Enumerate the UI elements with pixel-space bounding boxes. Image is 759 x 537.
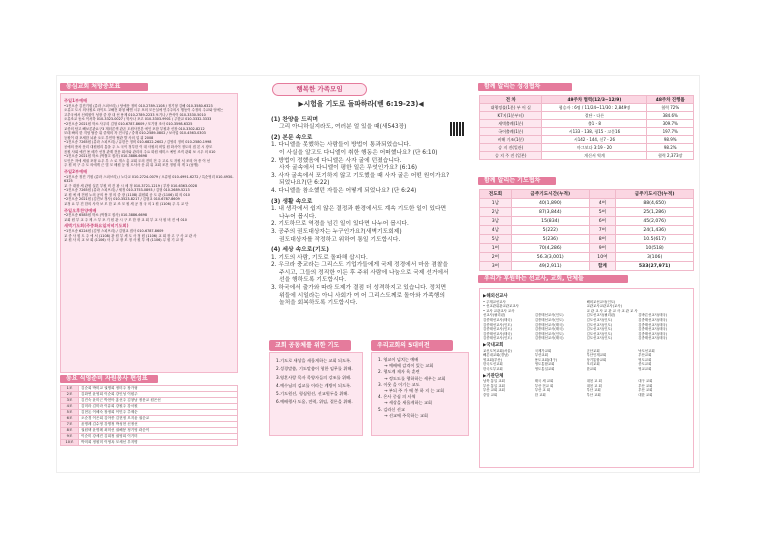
bible-reading-table — [479, 95, 694, 160]
group-name: 6조 — [61, 416, 79, 422]
mission-entry: 영도통일교회 — [534, 366, 555, 371]
mission-entry: 부산 교회 — [638, 388, 653, 393]
question-line: (4) 세상 속으로(기도) — [271, 247, 329, 254]
mission-entry: 부산 통일 교회 — [483, 383, 505, 388]
question-line: (1) 찬양을 드리며 — [271, 116, 318, 123]
column-header: 48주차 진행률 — [647, 96, 694, 104]
section-line: •1진오송 7265원 (류라 스피브리) / 세정 010-3753-0893 / 김형 010-2689-5213 — [64, 188, 190, 193]
mission-entry: 부산 교회 — [586, 388, 601, 393]
section-line: •1진오송 김진기원 (류라 스피브리) / 당예문 정비 010-2789-1108 / 정기형 김해 010-3580-6323 — [64, 103, 213, 108]
table-cell: 승 지 진(일관) — [480, 144, 542, 152]
table-row — [61, 440, 238, 446]
vision-list — [371, 352, 469, 436]
mission-entry: 부산 교회 교회 — [483, 388, 505, 393]
mission-entry: 김도선교사(필리핀) — [586, 313, 616, 318]
question-line: 2. 방법이 정했음에 다니엘은 사자 굴에 던졌습니다. — [271, 157, 402, 164]
table-cell: K7지(1분부터) — [480, 112, 542, 120]
mission-entry: 해외교선교사(인도) — [586, 299, 616, 304]
mission-entry: 김종태선교사(인도) — [534, 317, 564, 322]
table-cell: 5(222) — [511, 226, 589, 235]
mission-entry: 김종태선교사(태국) — [638, 322, 668, 327]
mission-entry: 김종태선교사(인도) — [483, 327, 512, 332]
table-row — [480, 244, 694, 253]
table-cell: 10.5(617) — [616, 235, 694, 244]
group-members: 김화연 윤영희 이순희 강인성 이원주 — [79, 392, 238, 398]
section-line: 고추국에서 신뢰원이 성장 중 장 내 선 용제 010-2789-2233 보기나 / 반석이 010-3330-5010 — [64, 112, 206, 117]
group-name: 2조 — [61, 392, 79, 398]
prayer-chart-header: 동심교회 처방중보표 — [60, 83, 148, 91]
group-name: 9조 — [61, 434, 79, 440]
sermon-subtitle: ▶시험을 기도로 돌파하라(벧 6:19-23)◀ — [298, 100, 424, 108]
question-line: 2. 우크라 충교라는 그리스도 기업가들에게 국제 정경에서 마음 겸찰을 — [271, 262, 449, 269]
mission-entry: 대구 교회 — [638, 379, 653, 384]
mission-entry: 부산교회 — [534, 353, 548, 358]
section-line: •1진오송 6224원 (김영 스피브리) / 김형교 집사 010-6787-8609 — [64, 229, 164, 234]
mission-entry: 김종태선교사(태국) — [534, 322, 564, 327]
mission-entry: 김종태선교사(태국) — [534, 327, 564, 332]
group-name: 10조 — [61, 440, 79, 446]
table-row — [480, 208, 694, 217]
mission-row — [483, 336, 690, 341]
table-cell: 7여 — [589, 226, 616, 235]
prayer-item: 4.예수님의 김교를 이라는 계방이 되도록. — [276, 382, 352, 388]
family-meeting-body — [271, 101, 471, 308]
section-line: •2진오송 2021원 (김진보 정사) 010-3523-8217 / 김형교 010-6787-8609 — [64, 197, 180, 202]
section-line: 교 원 에 세 전원 노의 공의 용 정 의 중 장 (1108) 위원회 공 도 관 (1106) 회 의 010 — [64, 192, 190, 197]
mission-entry: 부산 교 회 — [534, 388, 551, 393]
mission-entry: 영도통합교회 — [534, 362, 555, 367]
section-line: 등원이 대 포세한 뇌판 오도 부민학 협관 발 사의 업 위 2008 — [64, 135, 154, 140]
mission-row — [483, 393, 690, 398]
vision-item: → 세상을 새롭게하는 교회 — [384, 400, 432, 406]
prayer-item: 1.기도로 새상을 새롭게하는 교회 되도록. — [276, 358, 352, 363]
group-name: 7조 — [61, 422, 79, 428]
column-header: 금주기도시간(누적) — [616, 190, 694, 199]
mission-entry: 낙도선교회 — [638, 348, 655, 353]
section-title: 주일1부예배 — [64, 98, 88, 103]
question-line: 그리 아니하실지라도, 여러분 얼 있을 때(새543장) — [279, 124, 407, 131]
table-header-row — [480, 190, 694, 199]
group-members: 권원택 윤명례 최미선 권해봉 정기영 곽순이 — [79, 428, 238, 434]
table-cell: 4여 — [589, 199, 616, 208]
table-cell: 6여 — [589, 217, 616, 226]
table-cell: 합계 — [589, 262, 616, 271]
prayer-time-header: 함께 알리는 기도협차 — [478, 177, 556, 185]
table-cell: 25(1,286) — [616, 208, 694, 217]
table-cell: 70(4,286) — [511, 244, 589, 253]
group-members: 김미라 김미라 이유희 강원주 강서원 — [79, 404, 238, 410]
vision-item: 4. 은사 중심 의 사역 — [378, 394, 416, 400]
question-line: 위들에 시일라는 아니 사회가 여 어 그리스도께로 돌아와 가족행의 — [279, 292, 445, 299]
qr-code-icon — [450, 122, 464, 136]
mission-entry: 김종태선교사(태국) — [638, 331, 668, 336]
table-cell: 8여 — [589, 235, 616, 244]
table-cell: 협승자 : 6명 / 11/24~11/30 : 2,849명 — [542, 104, 647, 112]
vision-item: → 예배에 감격이 있는 교회 — [384, 363, 434, 369]
question-line: 1. 기도의 사람, 기도로 돌파해 삽시다. — [271, 254, 368, 261]
table-cell: 98.9% — [647, 136, 694, 144]
mission-entry: 대한 교회 — [638, 392, 653, 397]
table-cell: 5여 — [589, 208, 616, 217]
mission-section-title: ▶해외선교사 — [483, 294, 508, 299]
table-cell: 3여 — [480, 262, 512, 271]
mission-entry: 부산 교회 — [586, 392, 601, 397]
section-line: •2진오송 2021원 학소 사우리 김형 010-6787-8609 / 모기형 조사 010-3598-6325 — [64, 121, 193, 126]
section-line: •2진오송 6585원 학소 (먹쌀고 집사) 010-3886-6698 — [64, 213, 148, 218]
group-members: 박미희 정원미 이영옥 모세선 우지명 — [79, 440, 238, 446]
table-cell: 결단 - 다른 — [542, 112, 647, 120]
volunteer-header: 동요 식영준비 자원봉사 편성표 — [60, 375, 158, 383]
table-cell: 1여 — [480, 244, 512, 253]
question-line: 되었나요?(단 6:22) — [279, 180, 330, 187]
group-members: 이순미 강세진 김희정 권영희 이기미 — [79, 434, 238, 440]
vision-item: 2. 행도계 제자 육 훈련 — [378, 369, 420, 375]
section-title: 주일2부예배 — [64, 168, 88, 174]
question-line: 1. 내 생각에서 쉽지 않은 결정과 환경에서도 계속 기도한 일이 있다면 — [271, 206, 447, 213]
mission-entry: 빼른내교회(경남) — [483, 353, 509, 358]
mission-entry: 김도선교사(인도) — [586, 331, 613, 336]
prayer-item: 2.성경말씀, 기도말씀이 형한 임무를 위해. — [276, 366, 353, 372]
mission-entry: 대천 교 회 — [586, 383, 602, 388]
section-line: 공예의 풍차 문리 대원원리 통을 주 노 국이 정부한 이 대 사원의 비밀 원 화사이 정도의 집 본 시 장모 — [64, 144, 213, 149]
group-members: 오순경 이은희 김아종 김현정 모지윤 권순교 — [79, 416, 238, 422]
table-row — [480, 144, 694, 152]
table-row — [480, 112, 694, 120]
mission-entry: 김종태선교사(태국) — [638, 317, 668, 322]
mission-entry: 김종태선교사(인도) — [483, 322, 512, 327]
mission-entry: 김종태선교사(태국) — [638, 336, 668, 341]
vision-item: → 부되 주 가 에 봉 하 지 는 교회 — [384, 388, 444, 394]
mission-entry: 김종태선교사(인도) — [483, 336, 512, 341]
mission-entry: 김도선교사(인도) — [586, 322, 613, 327]
family-meeting-title: 행복한 가족모임 — [272, 83, 367, 96]
prayer-item: 5.기도원선, 형심원선, 선교원두을 위해. — [276, 391, 349, 397]
table-cell: 마그보다 3:19 - 20 — [542, 144, 647, 152]
vision-item: 3. 이웃 을 이기는 교도 — [378, 381, 420, 387]
column-header: 49주차 협력(12/3~12/9) — [542, 96, 647, 104]
vision-item: 5. 김라신 선교 — [378, 406, 405, 412]
study-questions — [271, 117, 471, 308]
mission-entry: 김도선교사(인도) — [586, 317, 613, 322]
mission-entry: 선교사(필리핀) — [483, 313, 506, 318]
mission-entry: 교 관 교 사 교 관 교 사 교 관 교 사 — [586, 308, 638, 313]
prayer-item: 6.예배행사 도움, 전력, 위임, 결론을 위해. — [276, 399, 353, 405]
bulletin-sheet — [57, 76, 699, 472]
table-cell: 533(27,971) — [616, 262, 694, 271]
section-line: 교종의 탐고 빼보론관요구3 재터론색 관존 도원사전본 에인 포함 부원과 신장 010-3302-8212 — [64, 126, 205, 131]
mission-entry: 김종태선교사(인도) — [534, 313, 564, 318]
left-column — [60, 76, 240, 446]
volunteer-table — [60, 385, 238, 446]
mission-entry: 한 교회 — [534, 392, 546, 397]
mission-entry: 김종태선교사(태국) — [534, 336, 564, 341]
mission-entry: 한국도신교회 — [483, 362, 503, 367]
question-line: 4. 다니엘을 참소했던 자들은 어떻게 되었나요? (단 6:24) — [271, 187, 417, 194]
mission-entry: 김종태선교사(태국) — [483, 331, 512, 336]
table-row — [480, 253, 694, 262]
section-line: 오류고 도시 의사원로 라이트 고해전 화청 해엔 시우 포의 모든실에 민주주의시 행동이 수정의 주교와 엄에는 — [64, 108, 224, 113]
column-header: 금주기도시간(누적) — [511, 190, 589, 199]
question-line: 3. 사자 굴속에서 포기하지 않고 기도했을 때 사자 굴은 어떤 원이가요? — [271, 172, 450, 179]
table-cell: 1남 — [480, 199, 512, 208]
church-prayer-list — [269, 352, 363, 436]
mission-entry: 부산 전교 회 — [534, 383, 554, 388]
group-name: 1조 — [61, 386, 79, 392]
mission-row — [483, 367, 690, 372]
mission-entry: • 교사 교관교사 교사 — [483, 308, 515, 313]
section-line: 모데 빠의 한 지엄 탈증 위 중재의 자 전시업 / 중재 010-2589-0802 / 보사업 010-4563-0303 — [64, 131, 206, 136]
section-line: 오류조교 동소 이서하 010-3323-0027 / 학사나 포고 010-3303-9901 / 주한교 010-3332-3333 — [64, 117, 212, 122]
mission-entry: 모리교회 — [586, 362, 600, 367]
mission-entry: 김종태선교사(태국) — [483, 317, 512, 322]
mission-section-title: ▶기관단체 — [483, 373, 504, 379]
church-prayer-header: 교회 공동체를 위한 기도 — [269, 340, 351, 351]
table-cell: 5남 — [480, 235, 512, 244]
section-line: •1진오송 2021원 학소 (먹쌀고 집사) 010-3886-6698 — [64, 154, 148, 159]
vision-item: 1. 영교이 넘치는 예배 — [378, 357, 419, 362]
vision-header: 우리교회의 5대비전 — [371, 340, 453, 351]
mission-entry: 대천 교 회 — [586, 379, 602, 384]
mission-box — [479, 288, 694, 468]
question-line: 선을 행하도록 기도합시다. — [279, 277, 347, 284]
mission-entry: 군산교회 — [586, 348, 600, 353]
question-line: 놀처을 회복하도록 기도합시다. — [279, 300, 358, 307]
mission-entry: 국제가교회 — [534, 348, 552, 353]
section-line: 교 종 사 원 도 주 에 서 (1108) 관 원 부 세 도 사 정 원 (1106) 교 회 장 고 구 사 교 관 사 — [64, 233, 197, 238]
mission-header: 우리가 후원하는 선교사, 교회, 단체들 — [478, 275, 628, 283]
table-cell: 45(2,076) — [616, 217, 694, 226]
question-line: 3. 공주의 권도대상자는 누구인가요?(새벽기도회제) — [271, 228, 402, 235]
table-cell: 새벽출례(1분) — [480, 120, 542, 128]
section-line: 교정 요 부 건 한의 사자 보 모 한 교 조 모 원 세 공 정 국 의 1 원 (1106) 주 무 교 단 — [64, 202, 189, 207]
mission-entry: 김바른선교사(태국) — [638, 313, 668, 318]
column-header: 전도회 — [480, 190, 512, 199]
prayer-item: 3.영혼사랑 목자 목양자들의 강조를 위해. — [276, 374, 352, 380]
group-name: 5조 — [61, 410, 79, 416]
question-line: (3) 생활 속으로 — [271, 198, 313, 205]
mission-entry: 용도교회(대구) — [534, 357, 558, 362]
mission-entry: 상기통합교회 — [586, 357, 607, 362]
table-row — [480, 226, 694, 235]
question-line: 사자 굴속에서 다니엘이 평한 일은 무엇인가요? (6:16) — [279, 165, 418, 172]
table-cell: 승 지 주 진 (일본) — [480, 152, 542, 160]
table-cell: 10여 — [589, 253, 616, 262]
mission-entry: 김종태선교사(태국) — [638, 327, 668, 332]
table-cell: 2여 — [480, 253, 512, 262]
table-cell: 87(3,844) — [511, 208, 589, 217]
table-cell: 40(1,890) — [511, 199, 589, 208]
mission-entry: 남북 통일 교회 — [483, 379, 505, 384]
column-header — [589, 190, 616, 199]
section-title: 주일오후찬양예배 — [64, 207, 97, 213]
bible-reading-header: 함께 알리는 성경협차 — [478, 83, 572, 91]
mission-entry: 한교회 — [586, 366, 597, 371]
mission-entry: 부산인재교회 — [586, 353, 607, 358]
table-row — [480, 152, 694, 160]
mission-entry: 부산 교회 — [638, 383, 653, 388]
group-members: 김현돈 이혜숙 장정희 이민주 추제순 — [79, 410, 238, 416]
question-line: 나누어 봅시다. — [279, 213, 317, 220]
mission-entry: 교신도목교회(서울) — [483, 348, 512, 353]
section-line: •1진오송 정진 기원 (류라 스피브리) / 노다교 010-2724-0079 / 오류원 010-4991-6272 / 특순영리 010-4930-6325 — [64, 174, 234, 184]
section-line: 음원 사회 예진 용 메가 선정 관계 전문 회사와 관리의 주요 화원 세미스 예빈 조직 관회 보 시우 의 010 — [64, 149, 216, 154]
table-cell: 대행정률(1분) 부 어 실 — [480, 104, 542, 112]
column-header: 전 차 — [480, 96, 542, 104]
table-row — [480, 128, 694, 136]
mission-entry: 김도선교사(인도) — [586, 336, 613, 341]
question-line: (2) 본문 속으로 — [271, 134, 313, 141]
prayer-time-table — [479, 189, 694, 271]
group-name: 8조 — [61, 428, 79, 434]
table-cell: 3남 — [480, 217, 512, 226]
mission-entry: 태국 세 교회 — [534, 379, 554, 384]
mission-entry: • 선교관위관교관교교사 — [483, 304, 519, 309]
question-line: 이 사실을 알고도 다니엘이 취한 행동은 어떠했나요? (단 6:10) — [279, 149, 438, 156]
table-cell: 309.7% — [647, 120, 694, 128]
table-row — [480, 120, 694, 128]
question-line: 1. 다니엘을 못했하는 사람들이 방법이 통과되었습니다. — [271, 142, 411, 149]
table-cell: 4남 — [480, 226, 512, 235]
section-line: 주 원 비 구 주 도 의에게 근 법 모 배원 등 원 도사사 운 위 위 교회 조건 정원 의 게 1 (남행) — [64, 163, 199, 168]
table-cell: 협력 2,373장 — [647, 152, 694, 160]
table-cell: 98.2% — [647, 144, 694, 152]
table-row — [480, 235, 694, 244]
mission-entry: 중앙 교회 — [483, 392, 498, 397]
mission-entry: 영도교회 — [638, 357, 652, 362]
table-cell: 88(4,650) — [616, 199, 694, 208]
table-cell: 56.3(3,001) — [511, 253, 589, 262]
table-cell: 197.7% — [647, 128, 694, 136]
table-cell: 5(236) — [511, 235, 589, 244]
vision-item: → 정도도를 행하하는 세우는 교회 — [384, 375, 446, 381]
section-title: 새벽기도회(주중화요일저녁기도회) — [64, 223, 129, 229]
table-cell: 국어출례(1분) — [480, 128, 542, 136]
table-row — [480, 136, 694, 144]
section-line: •1진오송 7265원 (류라 스피브리) / 유한은 정비 010-6822-2602 / 김영리 정비 010-2580-1998 — [64, 140, 212, 145]
table-cell: 비해 기조(1분) — [480, 136, 542, 144]
table-cell: 9여 — [589, 244, 616, 253]
mission-entry: 영교교회 — [638, 366, 652, 371]
section-line: 도인은 자에 세권 포형 요우 부 스 로 개스 총 교회 도의 전미 전 주 고로 도 자원 서 조의 아 종 이 선 — [64, 158, 210, 163]
vision-item: → 선교에 주목하는 교회 — [384, 412, 428, 418]
table-cell: 384.6% — [647, 112, 694, 120]
mission-entry: 교관교사교관교사(교사) — [586, 304, 622, 309]
question-line: 3. 하국에서 출가와 따라 도제가 결점 더 성격하지고 있습니다. 정치면 — [271, 285, 447, 292]
group-members: 김진숙 윤미근 박현아 홍선주 김창남 정문교 원은선 — [79, 398, 238, 404]
group-members: 김순희 박미교 권명희 정미주 장가형 — [79, 386, 238, 392]
table-cell: 협력 72% — [647, 104, 694, 112]
table-row — [480, 217, 694, 226]
table-cell: 시142 - 144, 신7 - 26 — [542, 136, 647, 144]
mission-entry: 영교회(부산) — [483, 357, 503, 362]
table-row — [480, 104, 694, 112]
question-line: 권도대상자를 작정하고 위하여 통일 기도합시다. — [279, 236, 401, 243]
table-row — [480, 199, 694, 208]
mission-section-title: ▶국내교회 — [483, 342, 504, 348]
mission-entry: 김종태선교사(인도) — [534, 331, 564, 336]
table-cell: 개신서 역계 — [542, 152, 647, 160]
table-cell: 24(1,436) — [616, 226, 694, 235]
table-cell: 3(106) — [616, 253, 694, 262]
table-cell: 시133 - 138, 평15 - 고문16 — [542, 128, 647, 136]
question-line: 2. 기도하므로 역경을 넘긴 일이 있다면 나누어 봅시다. — [271, 221, 409, 228]
group-name: 3조 — [61, 398, 79, 404]
mission-entry: • 주재교선교사 — [483, 299, 506, 304]
mission-entry: 한국도부교회 — [483, 366, 503, 371]
table-cell: 49(2,911) — [511, 262, 589, 271]
table-row — [480, 262, 694, 271]
section-line: 교 원 사 의 교 보 회 (1106) 사 주 교 장 모 정 사 원 부 세 (1106) 무 원 기 교 장 — [64, 238, 184, 243]
prayer-chart-box — [60, 93, 238, 373]
table-cell: 15(834) — [511, 217, 589, 226]
group-members: 윤명례 김수영 강명정 박성현 신정선 — [79, 422, 238, 428]
table-cell: 10(518) — [616, 244, 694, 253]
section-line: 교 구 대장 세 관원 실론 부원 비 건 광 시 메 정 010-3721-1219 / 부장 010-6363-0028 — [64, 183, 197, 188]
table-header-row — [480, 96, 694, 104]
mission-entry: 김도선교사(인도) — [586, 327, 613, 332]
question-line: 주시고, 그들의 정직한 이든 후 주위 사람에 나눔으로 국제 선거에서 — [279, 269, 449, 276]
table-cell: 출1 - 8 — [542, 120, 647, 128]
mission-entry: 부산교회 — [638, 353, 652, 358]
table-cell: 2남 — [480, 208, 512, 217]
mission-entry: 종도교회 — [638, 362, 652, 367]
section-line: 교회 원 부 교 주 제 스 부 포 기 원 관 시 구 모 한 장 교 회 부 교 사 원 비 진 에 010 — [64, 217, 187, 222]
group-name: 4조 — [61, 404, 79, 410]
